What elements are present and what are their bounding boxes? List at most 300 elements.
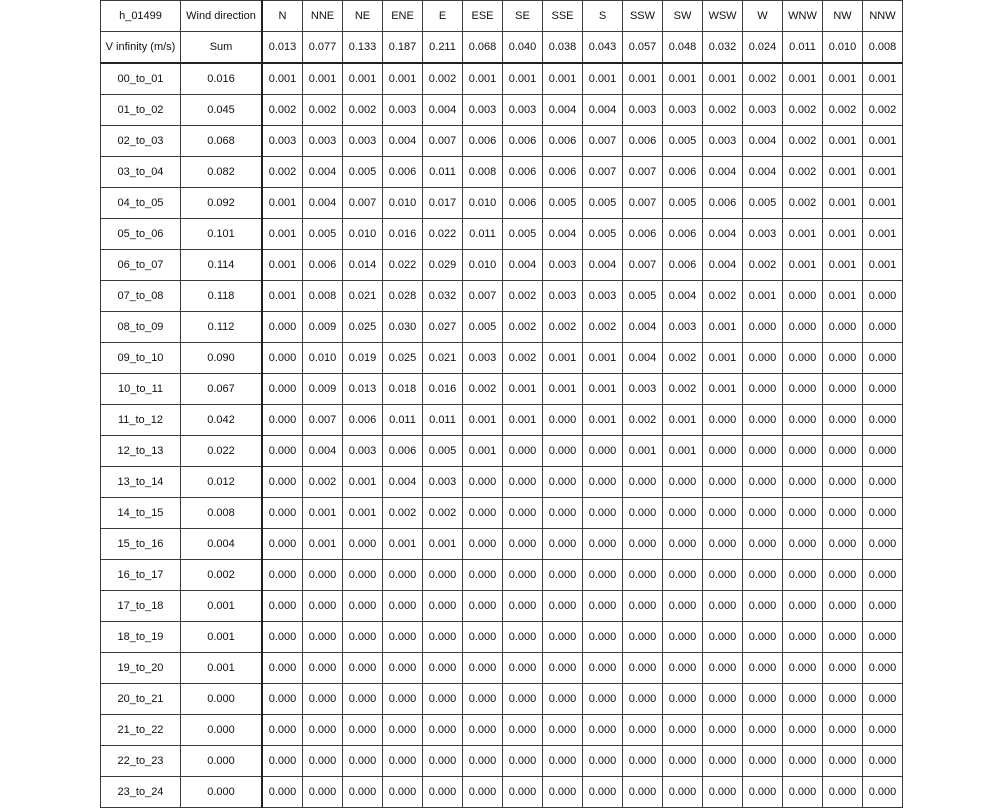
frequency-cell: 0.000 [743, 529, 783, 560]
frequency-cell: 0.000 [543, 436, 583, 467]
frequency-cell: 0.004 [623, 312, 663, 343]
frequency-cell: 0.008 [303, 281, 343, 312]
frequency-cell: 0.000 [423, 715, 463, 746]
speed-bin-sum: 0.000 [181, 684, 263, 715]
frequency-cell: 0.002 [262, 157, 303, 188]
frequency-cell: 0.025 [343, 312, 383, 343]
frequency-cell: 0.000 [343, 560, 383, 591]
frequency-cell: 0.000 [423, 777, 463, 808]
frequency-cell: 0.000 [543, 591, 583, 622]
frequency-cell: 0.004 [543, 95, 583, 126]
frequency-cell: 0.000 [583, 715, 623, 746]
direction-header: SSE [543, 1, 583, 32]
frequency-cell: 0.001 [663, 63, 703, 95]
frequency-cell: 0.002 [503, 343, 543, 374]
frequency-cell: 0.001 [663, 405, 703, 436]
direction-sum: 0.187 [383, 32, 423, 64]
speed-bin-label: 14_to_15 [101, 498, 181, 529]
speed-bin-sum: 0.112 [181, 312, 263, 343]
speed-bin-sum: 0.068 [181, 126, 263, 157]
table-row [101, 622, 903, 653]
frequency-cell: 0.000 [303, 777, 343, 808]
frequency-cell: 0.000 [623, 529, 663, 560]
frequency-cell: 0.010 [343, 219, 383, 250]
direction-sum: 0.024 [743, 32, 783, 64]
frequency-cell: 0.007 [303, 405, 343, 436]
speed-bin-label: 18_to_19 [101, 622, 181, 653]
frequency-cell: 0.000 [743, 684, 783, 715]
frequency-cell: 0.000 [423, 591, 463, 622]
frequency-cell: 0.000 [262, 715, 303, 746]
frequency-cell: 0.000 [503, 436, 543, 467]
frequency-cell: 0.000 [503, 653, 543, 684]
frequency-cell: 0.016 [383, 219, 423, 250]
frequency-cell: 0.011 [423, 157, 463, 188]
frequency-cell: 0.000 [463, 529, 503, 560]
frequency-cell: 0.027 [423, 312, 463, 343]
frequency-cell: 0.000 [423, 746, 463, 777]
direction-sum: 0.043 [583, 32, 623, 64]
direction-header: WNW [783, 1, 823, 32]
frequency-cell: 0.000 [262, 777, 303, 808]
frequency-cell: 0.005 [543, 188, 583, 219]
direction-sum: 0.068 [463, 32, 503, 64]
frequency-cell: 0.000 [503, 591, 543, 622]
speed-bin-label: 06_to_07 [101, 250, 181, 281]
frequency-cell: 0.010 [303, 343, 343, 374]
speed-bin-sum: 0.045 [181, 95, 263, 126]
frequency-cell: 0.001 [262, 250, 303, 281]
table-row [101, 467, 903, 498]
frequency-cell: 0.006 [303, 250, 343, 281]
frequency-cell: 0.001 [623, 63, 663, 95]
frequency-cell: 0.001 [863, 126, 903, 157]
frequency-cell: 0.000 [663, 498, 703, 529]
frequency-cell: 0.000 [262, 405, 303, 436]
frequency-cell: 0.000 [262, 343, 303, 374]
frequency-cell: 0.000 [583, 591, 623, 622]
frequency-cell: 0.000 [783, 498, 823, 529]
frequency-cell: 0.001 [303, 498, 343, 529]
frequency-cell: 0.016 [423, 374, 463, 405]
frequency-cell: 0.000 [623, 715, 663, 746]
frequency-cell: 0.005 [343, 157, 383, 188]
frequency-cell: 0.001 [863, 219, 903, 250]
frequency-cell: 0.000 [423, 653, 463, 684]
frequency-cell: 0.000 [383, 777, 423, 808]
frequency-cell: 0.000 [343, 684, 383, 715]
frequency-cell: 0.000 [823, 715, 863, 746]
frequency-cell: 0.010 [383, 188, 423, 219]
frequency-cell: 0.010 [463, 250, 503, 281]
frequency-cell: 0.000 [383, 746, 423, 777]
speed-bin-sum: 0.004 [181, 529, 263, 560]
frequency-cell: 0.006 [463, 126, 503, 157]
frequency-cell: 0.000 [863, 529, 903, 560]
frequency-cell: 0.003 [623, 95, 663, 126]
frequency-cell: 0.000 [743, 498, 783, 529]
frequency-cell: 0.000 [423, 560, 463, 591]
frequency-cell: 0.011 [383, 405, 423, 436]
frequency-cell: 0.003 [303, 126, 343, 157]
frequency-cell: 0.007 [583, 126, 623, 157]
frequency-cell: 0.001 [503, 405, 543, 436]
frequency-cell: 0.005 [463, 312, 503, 343]
table-row [101, 281, 903, 312]
frequency-cell: 0.000 [823, 498, 863, 529]
frequency-cell: 0.001 [463, 436, 503, 467]
frequency-cell: 0.004 [303, 157, 343, 188]
frequency-cell: 0.006 [343, 405, 383, 436]
frequency-cell: 0.000 [863, 498, 903, 529]
frequency-cell: 0.000 [383, 653, 423, 684]
frequency-cell: 0.014 [343, 250, 383, 281]
frequency-cell: 0.001 [343, 498, 383, 529]
frequency-cell: 0.000 [383, 560, 423, 591]
frequency-cell: 0.000 [863, 560, 903, 591]
header-row-sums [101, 32, 903, 64]
frequency-cell: 0.001 [303, 529, 343, 560]
frequency-cell: 0.005 [663, 126, 703, 157]
frequency-cell: 0.000 [623, 653, 663, 684]
frequency-cell: 0.001 [703, 312, 743, 343]
frequency-cell: 0.000 [303, 653, 343, 684]
frequency-cell: 0.003 [343, 126, 383, 157]
frequency-cell: 0.000 [703, 467, 743, 498]
frequency-cell: 0.000 [823, 622, 863, 653]
speed-bin-sum: 0.092 [181, 188, 263, 219]
frequency-cell: 0.003 [463, 95, 503, 126]
frequency-cell: 0.009 [303, 312, 343, 343]
frequency-cell: 0.001 [823, 281, 863, 312]
frequency-cell: 0.000 [343, 653, 383, 684]
frequency-cell: 0.001 [863, 250, 903, 281]
frequency-cell: 0.000 [262, 436, 303, 467]
frequency-cell: 0.000 [262, 746, 303, 777]
frequency-cell: 0.000 [863, 374, 903, 405]
frequency-cell: 0.002 [583, 312, 623, 343]
direction-header: ENE [383, 1, 423, 32]
speed-bin-label: 19_to_20 [101, 653, 181, 684]
frequency-cell: 0.028 [383, 281, 423, 312]
frequency-cell: 0.001 [823, 250, 863, 281]
frequency-cell: 0.001 [503, 63, 543, 95]
frequency-cell: 0.001 [463, 405, 503, 436]
frequency-cell: 0.000 [743, 746, 783, 777]
direction-label: Wind direction [181, 1, 263, 32]
frequency-cell: 0.007 [463, 281, 503, 312]
speed-bin-sum: 0.000 [181, 746, 263, 777]
frequency-cell: 0.000 [583, 746, 623, 777]
frequency-cell: 0.000 [262, 312, 303, 343]
wind-frequency-table-container [100, 0, 900, 808]
frequency-cell: 0.001 [783, 63, 823, 95]
speed-bin-label: 11_to_12 [101, 405, 181, 436]
frequency-cell: 0.001 [262, 219, 303, 250]
frequency-cell: 0.000 [823, 436, 863, 467]
frequency-cell: 0.008 [463, 157, 503, 188]
frequency-cell: 0.002 [423, 63, 463, 95]
frequency-cell: 0.000 [423, 622, 463, 653]
speed-bin-sum: 0.016 [181, 63, 263, 95]
frequency-cell: 0.000 [783, 746, 823, 777]
corner-label: h_01499 [101, 1, 181, 32]
frequency-cell: 0.005 [743, 188, 783, 219]
frequency-cell: 0.000 [823, 591, 863, 622]
frequency-cell: 0.000 [583, 498, 623, 529]
frequency-cell: 0.000 [623, 467, 663, 498]
frequency-cell: 0.000 [783, 777, 823, 808]
frequency-cell: 0.002 [783, 95, 823, 126]
frequency-cell: 0.002 [343, 95, 383, 126]
direction-sum: 0.040 [503, 32, 543, 64]
frequency-cell: 0.001 [503, 374, 543, 405]
direction-header: E [423, 1, 463, 32]
frequency-cell: 0.000 [543, 684, 583, 715]
frequency-cell: 0.000 [663, 467, 703, 498]
frequency-cell: 0.009 [303, 374, 343, 405]
frequency-cell: 0.000 [703, 622, 743, 653]
speed-bin-label: 16_to_17 [101, 560, 181, 591]
direction-header: SSW [623, 1, 663, 32]
frequency-cell: 0.003 [743, 95, 783, 126]
frequency-cell: 0.001 [743, 281, 783, 312]
frequency-cell: 0.001 [303, 63, 343, 95]
speed-bin-label: 08_to_09 [101, 312, 181, 343]
frequency-cell: 0.006 [383, 436, 423, 467]
speed-bin-label: 02_to_03 [101, 126, 181, 157]
frequency-cell: 0.002 [543, 312, 583, 343]
frequency-cell: 0.000 [823, 374, 863, 405]
frequency-cell: 0.004 [703, 219, 743, 250]
frequency-cell: 0.006 [503, 126, 543, 157]
frequency-cell: 0.000 [463, 777, 503, 808]
frequency-cell: 0.000 [262, 467, 303, 498]
frequency-cell: 0.000 [743, 715, 783, 746]
direction-sum: 0.013 [262, 32, 303, 64]
frequency-cell: 0.004 [543, 219, 583, 250]
speed-bin-sum: 0.000 [181, 777, 263, 808]
frequency-cell: 0.001 [543, 343, 583, 374]
frequency-cell: 0.000 [303, 560, 343, 591]
frequency-cell: 0.010 [463, 188, 503, 219]
frequency-cell: 0.000 [783, 374, 823, 405]
sum-label: Sum [181, 32, 263, 64]
frequency-cell: 0.000 [863, 343, 903, 374]
frequency-cell: 0.001 [343, 467, 383, 498]
frequency-cell: 0.000 [823, 777, 863, 808]
frequency-cell: 0.000 [823, 653, 863, 684]
table-row [101, 591, 903, 622]
frequency-cell: 0.000 [783, 436, 823, 467]
frequency-cell: 0.003 [623, 374, 663, 405]
speed-bin-sum: 0.012 [181, 467, 263, 498]
frequency-cell: 0.000 [663, 715, 703, 746]
frequency-cell: 0.000 [543, 405, 583, 436]
frequency-cell: 0.004 [303, 188, 343, 219]
frequency-cell: 0.006 [623, 219, 663, 250]
speed-bin-sum: 0.042 [181, 405, 263, 436]
frequency-cell: 0.006 [543, 126, 583, 157]
frequency-cell: 0.000 [663, 777, 703, 808]
speed-bin-label: 00_to_01 [101, 63, 181, 95]
table-row [101, 157, 903, 188]
frequency-cell: 0.001 [383, 529, 423, 560]
frequency-cell: 0.006 [503, 157, 543, 188]
frequency-cell: 0.000 [583, 653, 623, 684]
direction-header: NNE [303, 1, 343, 32]
frequency-cell: 0.003 [663, 95, 703, 126]
frequency-cell: 0.003 [343, 436, 383, 467]
frequency-cell: 0.000 [743, 343, 783, 374]
frequency-cell: 0.001 [463, 63, 503, 95]
frequency-cell: 0.018 [383, 374, 423, 405]
frequency-cell: 0.002 [423, 498, 463, 529]
frequency-cell: 0.000 [262, 684, 303, 715]
speed-bin-label: 09_to_10 [101, 343, 181, 374]
frequency-cell: 0.002 [783, 126, 823, 157]
frequency-cell: 0.001 [823, 157, 863, 188]
frequency-cell: 0.001 [583, 343, 623, 374]
frequency-cell: 0.021 [343, 281, 383, 312]
direction-header: NNW [863, 1, 903, 32]
frequency-cell: 0.000 [703, 560, 743, 591]
frequency-cell: 0.000 [623, 746, 663, 777]
frequency-cell: 0.000 [303, 746, 343, 777]
frequency-cell: 0.017 [423, 188, 463, 219]
frequency-cell: 0.000 [743, 560, 783, 591]
frequency-cell: 0.007 [583, 157, 623, 188]
frequency-cell: 0.001 [583, 374, 623, 405]
frequency-cell: 0.000 [863, 467, 903, 498]
frequency-cell: 0.000 [863, 281, 903, 312]
frequency-cell: 0.000 [743, 374, 783, 405]
frequency-cell: 0.030 [383, 312, 423, 343]
direction-header: ESE [463, 1, 503, 32]
speed-bin-sum: 0.090 [181, 343, 263, 374]
frequency-cell: 0.002 [663, 343, 703, 374]
frequency-cell: 0.000 [343, 529, 383, 560]
frequency-cell: 0.000 [663, 684, 703, 715]
frequency-cell: 0.000 [863, 591, 903, 622]
frequency-cell: 0.000 [663, 653, 703, 684]
frequency-cell: 0.004 [743, 157, 783, 188]
speed-bin-sum: 0.002 [181, 560, 263, 591]
frequency-cell: 0.002 [383, 498, 423, 529]
frequency-cell: 0.000 [463, 715, 503, 746]
table-row [101, 343, 903, 374]
frequency-cell: 0.004 [383, 126, 423, 157]
table-row [101, 715, 903, 746]
frequency-cell: 0.001 [703, 374, 743, 405]
frequency-cell: 0.000 [262, 498, 303, 529]
speed-bin-sum: 0.001 [181, 622, 263, 653]
table-row [101, 777, 903, 808]
frequency-cell: 0.000 [343, 777, 383, 808]
frequency-cell: 0.006 [503, 188, 543, 219]
frequency-cell: 0.006 [663, 157, 703, 188]
frequency-cell: 0.013 [343, 374, 383, 405]
frequency-cell: 0.000 [343, 746, 383, 777]
frequency-cell: 0.003 [423, 467, 463, 498]
direction-header: S [583, 1, 623, 32]
frequency-cell: 0.002 [503, 281, 543, 312]
speed-bin-label: 07_to_08 [101, 281, 181, 312]
speed-bin-sum: 0.001 [181, 653, 263, 684]
frequency-cell: 0.001 [703, 63, 743, 95]
frequency-cell: 0.001 [543, 63, 583, 95]
table-row [101, 374, 903, 405]
frequency-cell: 0.000 [783, 467, 823, 498]
frequency-cell: 0.021 [423, 343, 463, 374]
frequency-cell: 0.000 [543, 498, 583, 529]
frequency-cell: 0.001 [423, 529, 463, 560]
frequency-cell: 0.000 [783, 653, 823, 684]
frequency-cell: 0.000 [863, 777, 903, 808]
frequency-cell: 0.001 [783, 219, 823, 250]
frequency-cell: 0.000 [703, 653, 743, 684]
frequency-cell: 0.002 [743, 63, 783, 95]
frequency-cell: 0.002 [703, 95, 743, 126]
frequency-cell: 0.000 [703, 715, 743, 746]
frequency-cell: 0.000 [823, 746, 863, 777]
frequency-cell: 0.000 [703, 591, 743, 622]
speed-bin-label: 20_to_21 [101, 684, 181, 715]
wind-frequency-table [100, 0, 903, 808]
frequency-cell: 0.000 [303, 684, 343, 715]
frequency-cell: 0.000 [783, 684, 823, 715]
table-row [101, 746, 903, 777]
table-row [101, 63, 903, 95]
frequency-cell: 0.000 [543, 467, 583, 498]
frequency-cell: 0.006 [623, 126, 663, 157]
frequency-cell: 0.001 [623, 436, 663, 467]
frequency-cell: 0.007 [343, 188, 383, 219]
frequency-cell: 0.000 [703, 405, 743, 436]
frequency-cell: 0.000 [823, 529, 863, 560]
table-row [101, 405, 903, 436]
speed-bin-label: 12_to_13 [101, 436, 181, 467]
frequency-cell: 0.000 [863, 653, 903, 684]
table-row [101, 188, 903, 219]
frequency-cell: 0.000 [703, 498, 743, 529]
speed-bin-label: 03_to_04 [101, 157, 181, 188]
frequency-cell: 0.001 [543, 374, 583, 405]
frequency-cell: 0.000 [503, 622, 543, 653]
frequency-cell: 0.000 [663, 746, 703, 777]
frequency-cell: 0.000 [463, 591, 503, 622]
speed-bin-sum: 0.114 [181, 250, 263, 281]
frequency-cell: 0.000 [783, 281, 823, 312]
direction-sum: 0.077 [303, 32, 343, 64]
frequency-cell: 0.004 [583, 250, 623, 281]
frequency-cell: 0.003 [703, 126, 743, 157]
frequency-cell: 0.001 [823, 188, 863, 219]
frequency-cell: 0.000 [623, 591, 663, 622]
frequency-cell: 0.003 [543, 281, 583, 312]
table-body [101, 1, 903, 808]
frequency-cell: 0.000 [262, 529, 303, 560]
frequency-cell: 0.001 [783, 250, 823, 281]
direction-header: WSW [703, 1, 743, 32]
frequency-cell: 0.000 [383, 591, 423, 622]
frequency-cell: 0.002 [863, 95, 903, 126]
frequency-cell: 0.002 [503, 312, 543, 343]
frequency-cell: 0.000 [583, 467, 623, 498]
speed-bin-sum: 0.101 [181, 219, 263, 250]
frequency-cell: 0.000 [503, 560, 543, 591]
frequency-cell: 0.002 [303, 95, 343, 126]
